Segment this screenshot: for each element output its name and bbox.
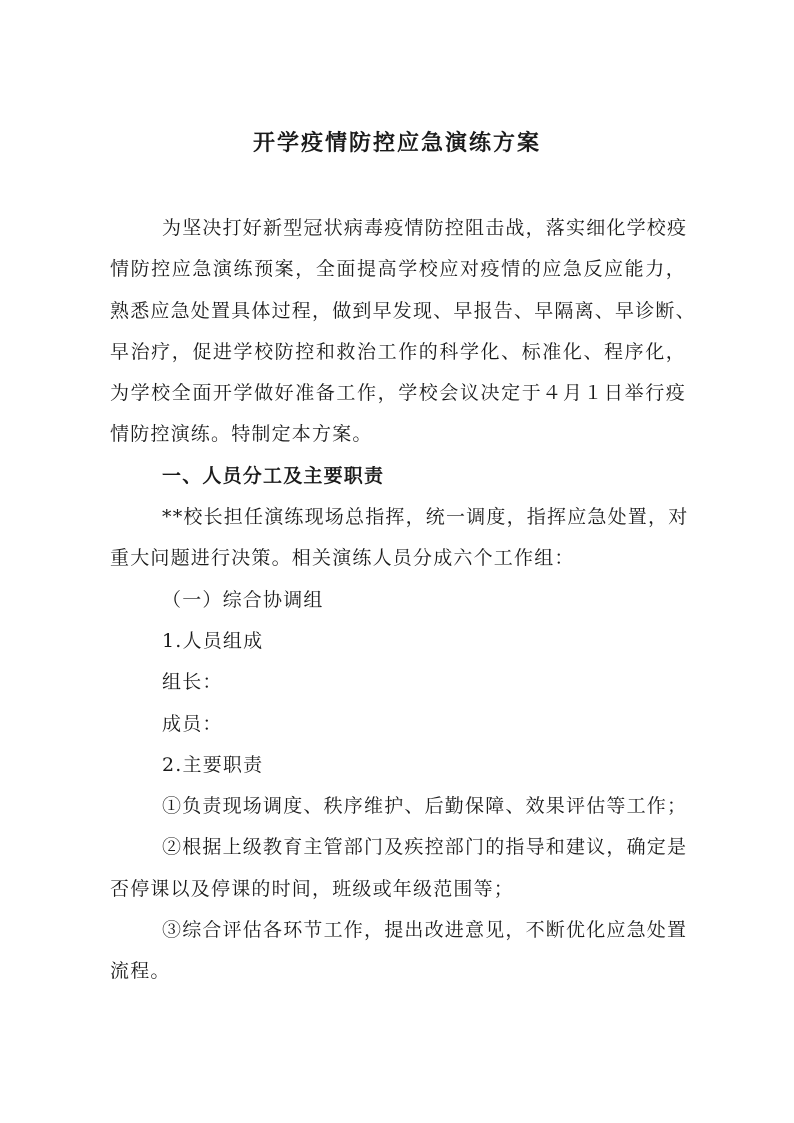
paragraph-commander-line-1: **校长担任演练现场总指挥，统一调度，指挥应急处置，对 (162, 506, 689, 529)
paragraph-intro-line-1: 为坚决打好新型冠状病毒疫情防控阻击战，落实细化学校疫 (162, 217, 688, 239)
item-personnel-composition: 1.人员组成 (162, 629, 264, 652)
duty-2-line-1: ②根据上级教育主管部门及疾控部门的指导和建议，确定是 (162, 836, 688, 859)
paragraph-intro-line-4: 早治疗，促进学校防控和救治工作的科学化、标准化、程序化， (110, 340, 686, 363)
duty-3-line-2: 流程。 (110, 960, 171, 983)
paragraph-intro-line-5: 为学校全面开学做好准备工作，学校会议决定于４月１日举行疫 (110, 382, 686, 405)
document-title: 开学疫情防控应急演练方案 (252, 130, 541, 156)
document-body (110, 208, 696, 993)
item-main-duties: 2.主要职责 (162, 753, 264, 776)
subsection-heading-coordination-group: （一）综合协调组 (162, 588, 324, 611)
paragraph-intro-line-6: 情防控演练。特制定本方案。 (110, 423, 373, 446)
paragraph-intro-line-3: 熟悉应急处置具体过程，做到早发现、早报告、早隔离、早诊断、 (110, 299, 696, 322)
paragraph-intro-line-2: 情防控应急演练预案，全面提高学校应对疫情的应急反应能力， (110, 258, 686, 281)
paragraph-commander-line-2: 重大问题进行决策。相关演练人员分成六个工作组： (110, 547, 575, 570)
section-heading-1: 一、人员分工及主要职责 (162, 464, 385, 487)
field-group-leader: 组长： (162, 671, 223, 694)
field-members: 成员： (162, 712, 223, 735)
duty-2-line-2: 否停课以及停课的时间，班级或年级范围等； (110, 877, 515, 900)
duty-3-line-1: ③综合评估各环节工作，提出改进意见，不断优化应急处置 (162, 919, 688, 942)
duty-1: ①负责现场调度、秩序维护、后勤保障、效果评估等工作； (162, 795, 688, 818)
